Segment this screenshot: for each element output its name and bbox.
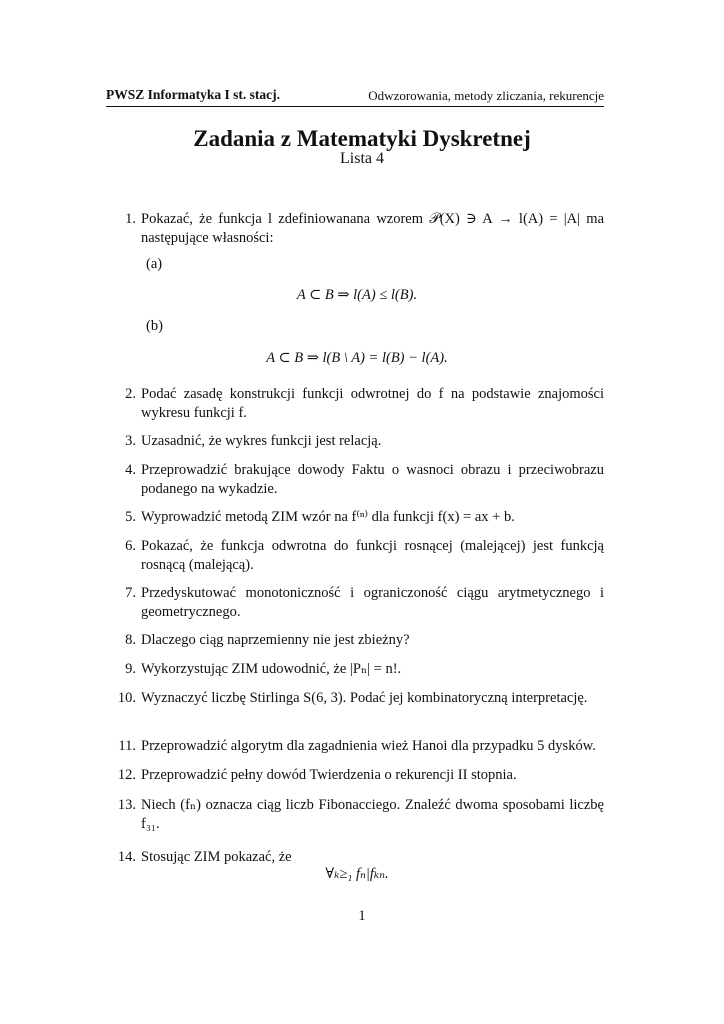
exercise-text: Wykorzystując ZIM udowodnić, że |Pₙ| = n!. xyxy=(141,661,402,677)
header-topic: Odwzorowania, metody zliczania, rekurencje xyxy=(368,88,604,103)
exercise-number: 1. xyxy=(125,211,136,227)
exercise-text: Uzasadnić, że wykres funkcji jest relacją. xyxy=(141,433,382,449)
exercise-number: 14. xyxy=(117,849,136,865)
exercise-number: 12. xyxy=(117,767,136,783)
exercise-text: Przeprowadzić algorytm dla zagadnienia wież Hanoi dla przypadku 5 dysków. xyxy=(141,738,596,754)
exercise-number: 8. xyxy=(125,632,136,648)
exercise-text: Niech (fₙ) oznacza ciąg liczb Fibonacciego. Znaleźć dwoma sposobami liczbę f₃₁. xyxy=(141,797,604,832)
exercise-text: Pokazać, że funkcja odwrotna do funkcji rosnącej (malejącej) jest funkcją rosnącą (malejącą). xyxy=(141,538,604,573)
exercise-text: Przedyskutować monotoniczność i ograniczoność ciągu arytmetycznego i geometrycznego. xyxy=(141,585,604,620)
exercise-number: 6. xyxy=(125,538,136,554)
exercise-text: Stosując ZIM pokazać, że xyxy=(141,849,292,865)
page-number: 1 xyxy=(358,908,366,924)
exercise-text: Pokazać, że funkcja l zdefiniowanana wzorem 𝒫(X) ∋ A → l(A) = |A| ma następujące własności: xyxy=(141,211,604,246)
sub-item-label: (b) xyxy=(146,318,163,334)
exercise-number: 4. xyxy=(125,462,136,478)
exercise-number: 2. xyxy=(125,386,136,402)
sub-item-label: (a) xyxy=(146,256,163,272)
header-course: PWSZ Informatyka I st. stacj. xyxy=(106,87,280,102)
exercise-text: Przeprowadzić brakujące dowody Faktu o wasnoci obrazu i przeciwobrazu podanego na wykadzie. xyxy=(141,462,604,497)
exercise-number: 9. xyxy=(125,661,136,677)
exercise-text: Dlaczego ciąg naprzemienny nie jest zbieżny? xyxy=(141,632,410,648)
display-formula: A ⊂ B ⇒ l(A) ≤ l(B). xyxy=(296,287,418,303)
exercise-text: Podać zasadę konstrukcji funkcji odwrotnej do f na podstawie znajomości wykresu funkcji f. xyxy=(141,386,604,421)
exercise-number: 7. xyxy=(125,585,136,601)
display-formula: ∀ₖ≥₁ fₙ|fₖₙ. xyxy=(325,866,389,882)
exercise-number: 10. xyxy=(117,690,136,706)
display-formula: A ⊂ B ⇒ l(B \ A) = l(B) − l(A). xyxy=(266,350,448,366)
exercise-number: 13. xyxy=(117,797,136,813)
running-header xyxy=(106,86,604,107)
exercise-number: 3. xyxy=(125,433,136,449)
exercise-text: Wyprowadzić metodą ZIM wzór na f⁽ⁿ⁾ dla funkcji f(x) = ax + b. xyxy=(141,509,515,525)
exercise-text: Wyznaczyć liczbę Stirlinga S(6, 3). Podać jej kombinatoryczną interpretację. xyxy=(141,690,588,706)
exercise-number: 5. xyxy=(125,509,136,525)
exercise-number: 11. xyxy=(118,738,136,754)
page-subtitle: Lista 4 xyxy=(340,150,384,167)
page-title: Zadania z Matematyki Dyskretnej xyxy=(193,126,531,151)
exercise-text: Przeprowadzić pełny dowód Twierdzenia o rekurencji II stopnia. xyxy=(141,767,517,783)
